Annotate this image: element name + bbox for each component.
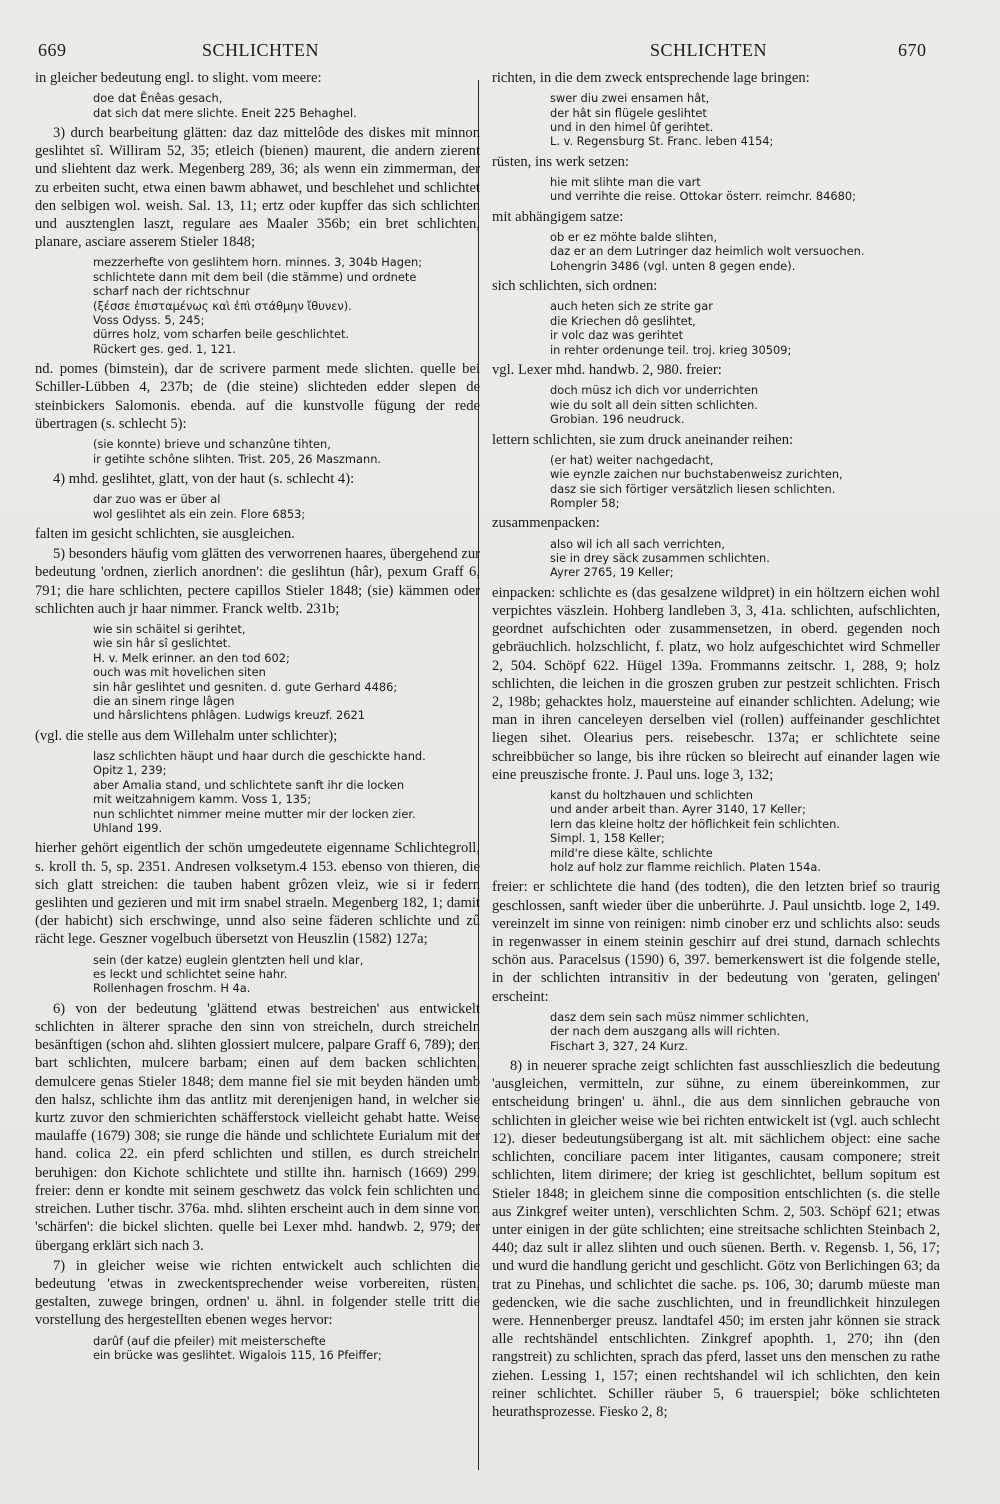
entry-paragraph: rüsten, ins werk setzen: [492, 153, 629, 170]
quotation: auch heten sich ze strite gar die Kriechen dô geslihtet, ir volc daz was gerihtet in rehter ordenunge teil. troj. krieg 30509; [550, 299, 792, 357]
right-headword: SCHLICHTEN [650, 40, 767, 60]
quotation: darûf (auf die pfeiler) mit meisterschefte ein brücke was geslihtet. Wigalois 115, 16 Pfeiffer; [93, 1333, 382, 1362]
entry-paragraph: zusammenpacken: [492, 515, 600, 532]
left-headword: SCHLICHTEN [202, 40, 319, 60]
quotation: hie mit slihte man die vart und verrihte die reise. Ottokar österr. reimchr. 84680; [550, 175, 856, 204]
entry-paragraph: 8) in neuerer sprache zeigt schlichten fast ausschlieszlich die bedeutung 'ausgleichen, vermitteln, zur sühne, zu einem übereinkommen, zur entscheidung bringen' u. ähnl., die aus dem sinnlichen gebrauche von schlichten in gleicher weise wie bei richten entwickelt ist (vgl. auch schlecht 12). dieser bedeutungsübergang ist alt. mit sächlichem object: eine sache schlichten, conciliare pacem inter litigantes, causam componere; streit schlichten, litem dirimere; der krieg ist geschlichtet, bellum sopitum est Stieler 1848; in gleichem sinne die composition entschlichten (s. die stelle aus Zinkgref weiter unten), verschlichten Schm. 2, 503. Schöpf 621; etwas unter einigen in der güte schlichten; eine streitsache schlichten Steinbach 2, 440; daz sult ir allez slihten und ouch süenen. Berth. v. Regensb. 1, 56, 17; und wurd die handlung gericht und geschlicht. Götz von Berlichingen 63; da trat zu Pinehas, und schlichtet die sache. ps. 106, 30; darumb müeste man gedencken, wie die sache zuschlichten, und in freundlichkeit hinzulegen were. Hennenberger preusz. landtafel 450; im ersten jahr können sie strack alle rechtshändel entschlichten. Zinkgref apophth. 1, 270; ihn (den rangstreit) zu schlichten, sprach das pferd, lasset uns den menschen zu rathe ziehen. Lessing 1, 157; einen rechtshandel wil ich schlichten, den kein reiner schlichtet. Schiller räuber 5, 6 trauerspiel; böke schlichteten heurathsprozesse. Fiesko 2, 8; [492, 1058, 940, 1420]
entry-paragraph: hierher gehört eigentlich der schön umgedeutete eigenname Schlichtegroll, s. kroll th. 5, sp. 2351. Andresen volksetym.4 153. ebenso von thieren, die sich glatt streichen: die tauben habent grôzen vleiz, wie si ir federn geslihten und gezieren und mit irm snabel straeln. Megenberg 182, 1; damit (der habicht) sich erschwinge, unnd also seine fäderen schlichte und zû rächt lege. Geszner vogelbuch übersetzt von Heuszlin (1582) 127a; [35, 840, 480, 948]
entry-paragraph: vgl. Lexer mhd. handwb. 2, 980. freier: [492, 362, 722, 379]
entry-paragraph: 6) von der bedeutung 'glättend etwas bestreichen' aus entwickelt schlichten in älterer sprache den sinn von streicheln, durch streicheln besänftigen (schon ahd. slihten glossiert mulcere, palpare Graff 6, 789); den bart schlichten, mulcere barbam; einen auf dem backen schlichten, demulcere genas Stieler 1848; dem manne fiel sie mit beyden händen umb den halsz, schlichte ihm das antlitz mit derenjenigen hand, in welcher sie kurtz zuvor den schmierichten schäfferstock vielleicht gehabt hatte. Weise maulaffe (1679) 308; sie runge die hände und schlichtete Eurialum mit der hand. colica 22. ein pferd schlichten und stillen, es durch streicheln beruhigen: don Kichote schlichtete und stillte ihn. harnisch (1669) 299. freier: denn er kondte mit seinem geschwetz das volck fein schlichten und streichen. Luther tischr. 376a. mhd. slihten erscheint auch in dem sinne von 'schärfen': die bickel slichten. quelle bei Lexer mhd. handwb. 2, 979; der übergang erklärt sich nach 3. [35, 1000, 480, 1254]
quotation: doch müsz ich dich vor underrichten wie du solt all dein sitten schlichten. Grobian. 196 neudruck. [550, 383, 759, 427]
entry-paragraph: falten im gesicht schlichten, sie ausgleichen. [35, 525, 295, 542]
quotation: swer diu zwei ensamen hât, der hât sin flügele geslihtet und in den himel ûf gerihtet. L. v. Regensburg St. Franc. leben 4154; [550, 91, 774, 149]
quotation: lasz schlichten häupt und haar durch die geschickte hand. Opitz 1, 239; aber Amalia stand, und schlichtete sanft ihr die locken mit weitzahnigem kamm. Voss 1, 135; nun schlichtet nimmer meine mutter mir der locken zier. Uhland 199. [93, 748, 426, 836]
entry-paragraph: freier: er schlichtete die hand (des todten), die den letzten brief so traurig geschlossen, sanft wieder über die unberührte. J. Paul unsichtb. loge 2, 149. vereinzelt im sinne von reinigen: nimb cinober erz und schlichts also: seuds in regenwasser in einem steinin geschirr auf drei stund, darnach schlechts schön aus. Paracelsus (1590) 6, 397. bemerkenswert ist die folgende stelle, in der schlichten intransitiv in der bedeutung von 'geraten, gelingen' erscheint: [492, 879, 940, 1005]
page-header [0, 30, 1000, 70]
quotation: dasz dem sein sach müsz nimmer schlichten, der nach dem auszgang alls will richten. Fischart 3, 327, 24 Kurz. [550, 1009, 809, 1053]
quotation: doe dat Ênêas gesach, dat sich dat mere slichte. Eneit 225 Behaghel. [93, 91, 357, 120]
entry-paragraph: mit abhängigem satze: [492, 208, 624, 225]
quotation: dar zuo was er über al wol geslihtet als ein zein. Flore 6853; [93, 492, 306, 521]
quotation: wie sin schäitel si gerihtet, wie sin hâr sî geslichtet. H. v. Melk erinner. an den tod 602; ouch was mit hovelichen siten sin hâr geslihtet und gesniten. d. gute Gerhard 4486; die an sinem ringe lâgen und hârslichtens phlâgen. Ludwigs kreuzf. 2621 [93, 621, 398, 723]
right-page-number: 670 [898, 40, 927, 60]
quotation: ob er ez möhte balde slihten, daz er an dem Lutringer daz heimlich wolt versuochen. Lohengrin 3486 (vgl. unten 8 gegen ende). [550, 230, 865, 273]
quotation: (sie konnte) brieve und schanzûne tihten, ir getihte schône slihten. Trist. 205, 26 Maszmann. [93, 437, 382, 466]
entry-paragraph: 4) mhd. geslihtet, glatt, von der haut (s. schlecht 4): [53, 470, 355, 487]
quotation: mezzerhefte von geslihtem horn. minnes. 3, 304b Hagen; schlichtete dann mit dem beil (die stämme) und ordnete scharf nach der richtschnur (ξέσσε ἐπισταμένως καὶ ἐπὶ στάθμην ἴθυνεν). Voss Odyss. 5, 245; dürres holz, vom scharfen beile geschlichtet. Rückert ges. ged. 1, 121. [93, 255, 423, 356]
quotation: (er hat) weiter nachgedacht, wie eynzle zaichen nur buchstabenweisz zurichten, dasz sie sich förtiger versätzlich liesen schlichten. Rompler 58; [550, 452, 843, 510]
quotation: kanst du holtzhauen und schlichten und ander arbeit than. Ayrer 3140, 17 Keller; lern das kleine holtz der höflichkeit fein schlichten. Simpl. 1, 158 Keller; mild're diese kälte, schlichte holz auf holz zur flamme reichlich. Platen 154a. [550, 788, 841, 875]
entry-paragraph: (vgl. die stelle aus dem Willehalm unter schlichter); [35, 727, 338, 744]
quotation: sein (der katze) euglein glentzten hell und klar, es leckt und schlichtet seine hahr. Rollenhagen froschm. H 4a. [93, 952, 364, 996]
entry-paragraph: nd. pomes (bimstein), dar de scrivere parment mede slichten. quelle bei Schiller-Lübben 4, 237b; de (die steine) slichteden edder slepen de steinbickers Salomonis. ebenda. auf die kunstvolle fügung der rede übertragen (s. schlecht 5): [35, 361, 480, 432]
left-page-number: 669 [38, 40, 67, 60]
entry-paragraph: 3) durch bearbeitung glätten: daz daz mittelôde des diskes mit minnon geslihtet sî. Williram 52, 35; etleich (bienen) maurent, die andern zierent und sliehtent daz werk. Megenberg 289, 36; als wenn ein zimmerman, der zu erbeiten sucht, etwa einen bawm abhawet, und beschlehet und schlichtet den selbigen wol. weish. Sal. 13, 11; ertz oder kupffer das sich schlichten und ausztenglen laszt, regulare aes Maaler 356b; ein bret schlichten, planare, asciare asserem Stieler 1848; [35, 125, 480, 251]
entry-paragraph: sich schlichten, sich ordnen: [492, 278, 658, 295]
entry-paragraph: richten, in die dem zweck entsprechende lage bringen: [492, 70, 810, 86]
entry-paragraph: 7) in gleicher weise wie richten entwickelt auch schlichten die bedeutung 'etwas in zweckentsprechender weise vorbereiten, rüsten, gestalten, zuwege bringen, ordnen' u. ähnl. in folgender stelle tritt die vorstellung des hergestellten ebenen weges hervor: [35, 1257, 480, 1329]
quotation: also wil ich all sach verrichten, sie in drey säck zusammen schlichten. Ayrer 2765, 19 Keller; [550, 536, 770, 580]
entry-paragraph: einpacken: schlichte es (das gesalzene wildpret) in ein höltzern eichen wohl verpichtes väszlein. Hohberg landleben 3, 3, 41a. schlichten, aufschlichten, geordnet aufschichten oder zusammensetzen, in oberd. gegenden noch gebräuchlich. holzschlicht, f. platz, wo holz aufgeschichtet wird Schmeller 2, 504. Schöpf 622. Hügel 139a. Frommanns zeitschr. 1, 288, 9; holz schlichten, die leichen in die groszen gruben zur pestzeit schlichten. Frisch 2, 198b; gehacktes holz, mauersteine auf einander schlichten. Adelung; wie man in ihren canceleyen derselben viel (rollen) auffeinander geschlichtet liegen sihet. Olearius pers. reisebeschr. 137a; er schlichtete seine schreibbücher so lange, bis ihre rücken so bleirecht auf einander lagen wie eine preuszische fronte. J. Paul uns. loge 3, 132; [492, 584, 940, 783]
entry-paragraph: 5) besonders häufig vom glätten des verworrenen haares, übergehend zur bedeutung 'ordnen, zierlich anordnen': die geslihtun (hâr), pexum Graff 6, 791; die hare schlichten, pectere capillos Stieler 1848; (sie) kämmen oder schlichten auch jr haar nimmer. Franck weltb. 231b; [35, 546, 480, 617]
entry-paragraph: in gleicher bedeutung engl. to slight. vom meere: [35, 70, 322, 86]
right-column [492, 69, 940, 1421]
entry-paragraph: lettern schlichten, sie zum druck aneinander reihen: [492, 431, 794, 448]
left-column [35, 69, 480, 1366]
